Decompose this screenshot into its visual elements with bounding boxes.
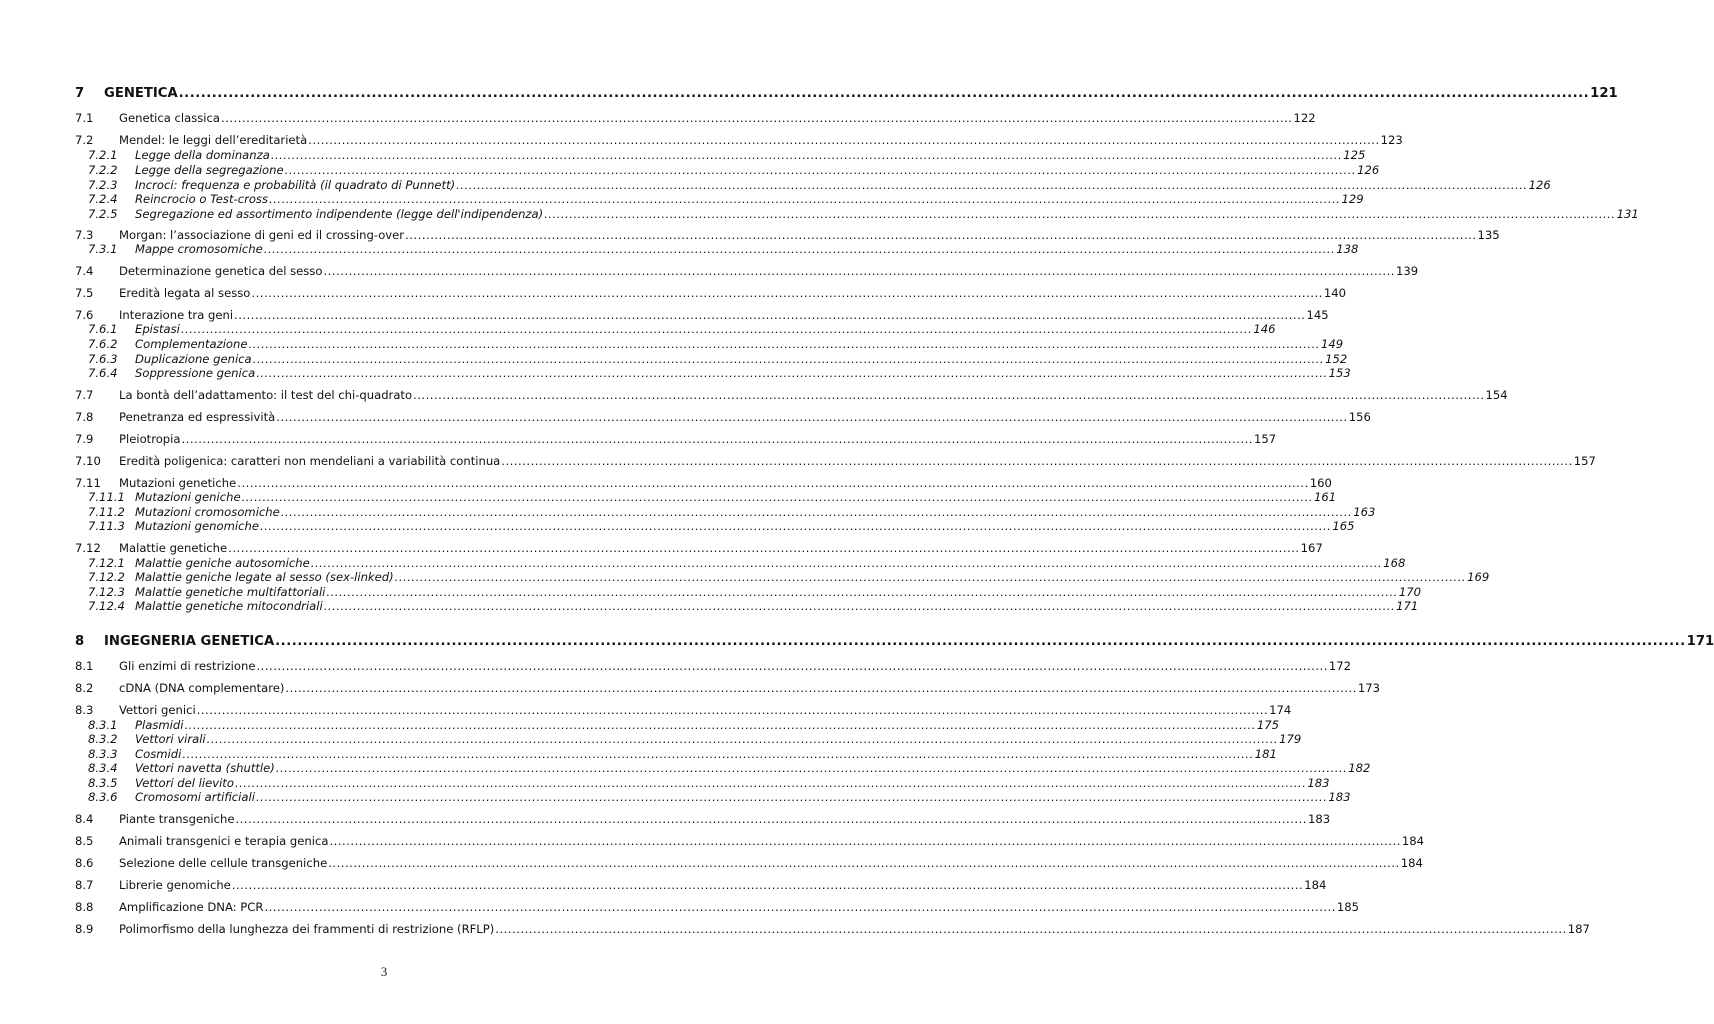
toc-entry-title: Mutazioni genetiche — [119, 476, 237, 490]
toc-entry-title: Mutazioni geniche — [135, 490, 241, 504]
toc-leader-dots — [311, 556, 1382, 570]
toc-entry-section — [75, 681, 1380, 695]
toc-entry-number: 7.11.3 — [88, 519, 125, 533]
toc-leader-dots — [456, 178, 1527, 192]
toc-leader-dots — [236, 812, 1307, 826]
toc-entry-title: Eredità poligenica: caratteri non mendeliani a variabilità continua — [119, 454, 501, 468]
toc-entry-title: Reincrocio o Test-cross — [135, 192, 269, 206]
toc-leader-dots — [281, 505, 1352, 519]
toc-leader-dots — [285, 163, 1356, 177]
toc-entry-page: 126 — [1357, 163, 1380, 177]
toc-entry-number: 8.8 — [75, 900, 94, 914]
toc-leader-dots — [275, 634, 1685, 650]
toc-entry-number: 8.1 — [75, 659, 94, 673]
toc-leader-dots — [228, 541, 1299, 555]
toc-entry-number: 7.4 — [75, 264, 94, 278]
toc-entry-number: 7.2 — [75, 133, 94, 147]
toc-entry-number: 8.4 — [75, 812, 94, 826]
toc-entry-section — [75, 432, 1277, 446]
toc-entry-page: 152 — [1325, 352, 1348, 366]
toc-entry-number: 7.2.5 — [88, 207, 118, 221]
toc-entry-number: 7.12.3 — [88, 585, 125, 599]
toc-entry-sub — [75, 776, 1330, 790]
toc-entry-sub — [75, 761, 1371, 775]
toc-entry-sub — [75, 366, 1351, 380]
toc-entry-title: Piante transgeniche — [119, 812, 235, 826]
toc-entry-page: 140 — [1323, 286, 1346, 300]
toc-entry-number: 7.11 — [75, 476, 101, 490]
toc-entry-page: 161 — [1314, 490, 1337, 504]
toc-entry-title: Malattie geniche legate al sesso (sex-linked) — [135, 570, 394, 584]
toc-entry-page: 149 — [1320, 337, 1344, 351]
toc-entry-title: Complementazione — [135, 337, 248, 351]
toc-entry-page: 160 — [1309, 476, 1332, 490]
toc-entry-title: Vettori genici — [119, 703, 196, 717]
toc-entry-title: GENETICA — [104, 86, 178, 101]
toc-entry-page: 173 — [1357, 681, 1380, 695]
toc-entry-page: 121 — [1590, 86, 1618, 101]
toc-entry-title: La bontà dell’adattamento: il test del chi-quadrato — [119, 388, 413, 402]
toc-entry-page: 175 — [1256, 718, 1280, 732]
toc-leader-dots — [285, 681, 1356, 695]
toc-leader-dots — [264, 242, 1335, 256]
toc-entry-number: 8.3.4 — [88, 761, 118, 775]
toc-entry-page: 174 — [1269, 703, 1292, 717]
toc-entry-number: 7.3 — [75, 228, 94, 242]
toc-entry-number: 8.3.3 — [88, 747, 118, 761]
toc-entry-page: 167 — [1300, 541, 1323, 555]
toc-leader-dots — [184, 718, 1255, 732]
toc-leader-dots — [544, 207, 1615, 221]
toc-entry-number: 7.7 — [75, 388, 94, 402]
toc-entry-sub — [75, 178, 1551, 192]
toc-entry-title: Malattie genetiche multifattoriali — [135, 585, 326, 599]
toc-leader-dots — [413, 388, 1484, 402]
toc-entry-title: Mutazioni cromosomiche — [135, 505, 280, 519]
toc-entry-title: Selezione delle cellule transgeniche — [119, 856, 328, 870]
toc-entry-title: Penetranza ed espressività — [119, 410, 276, 424]
toc-entry-section — [75, 264, 1419, 278]
toc-entry-section — [75, 834, 1425, 848]
toc-entry-title: Malattie geniche autosomiche — [135, 556, 310, 570]
toc-entry-page: 122 — [1293, 111, 1316, 125]
toc-entry-number: 7.11.2 — [88, 505, 125, 519]
toc-entry-number: 7.5 — [75, 286, 94, 300]
toc-entry-sub — [75, 556, 1406, 570]
toc-leader-dots — [324, 599, 1395, 613]
toc-leader-dots — [221, 111, 1292, 125]
toc-entry-chapter — [75, 634, 1714, 650]
toc-entry-sub — [75, 718, 1280, 732]
toc-entry-page: 184 — [1401, 834, 1425, 848]
toc-entry-title: Morgan: l’associazione di geni ed il crossing-over — [119, 228, 405, 242]
toc-entry-page: 153 — [1328, 366, 1351, 380]
toc-leader-dots — [182, 432, 1253, 446]
toc-entry-title: Vettori navetta (shuttle) — [135, 761, 275, 775]
toc-entry-page: 126 — [1528, 178, 1551, 192]
toc-entry-number: 7.6.1 — [88, 322, 118, 336]
toc-entry-sub — [75, 163, 1380, 177]
toc-entry-section — [75, 856, 1423, 870]
toc-entry-sub — [75, 242, 1359, 256]
toc-entry-number: 7.11.1 — [88, 490, 125, 504]
toc-leader-dots — [260, 519, 1331, 533]
toc-leader-dots — [269, 192, 1340, 206]
toc-entry-number: 8.3.1 — [88, 718, 118, 732]
toc-entry-sub — [75, 599, 1419, 613]
toc-entry-page: 125 — [1343, 148, 1366, 162]
toc-entry-title: Duplicazione genica — [135, 352, 252, 366]
toc-entry-number: 7.6.4 — [88, 366, 118, 380]
toc-entry-number: 8.2 — [75, 681, 94, 695]
toc-entry-number: 7.10 — [75, 454, 101, 468]
toc-entry-section — [75, 286, 1346, 300]
toc-entry-section — [75, 900, 1360, 914]
toc-entry-number: 7.6.3 — [88, 352, 118, 366]
toc-entry-page: 168 — [1383, 556, 1406, 570]
toc-leader-dots — [308, 133, 1379, 147]
toc-entry-title: Segregazione ed assortimento indipendente (legge dell'indipendenza) — [135, 207, 544, 221]
toc-entry-sub — [75, 322, 1276, 336]
toc-entry-sub — [75, 352, 1348, 366]
toc-leader-dots — [264, 900, 1335, 914]
toc-entry-section — [75, 228, 1500, 242]
toc-entry-number: 7.6.2 — [88, 337, 118, 351]
toc-entry-chapter — [75, 86, 1618, 102]
toc-leader-dots — [405, 228, 1476, 242]
toc-entry-sub — [75, 192, 1364, 206]
page-number: 3 — [380, 964, 388, 979]
toc-entry-number: 8 — [75, 634, 85, 649]
toc-entry-title: Eredità legata al sesso — [119, 286, 251, 300]
toc-entry-number: 7.6 — [75, 308, 94, 322]
toc-leader-dots — [249, 337, 1320, 351]
toc-entry-section — [75, 454, 1596, 468]
toc-entry-section — [75, 410, 1371, 424]
toc-entry-number: 7.9 — [75, 432, 94, 446]
toc-entry-page: 123 — [1380, 133, 1403, 147]
toc-leader-dots — [182, 747, 1253, 761]
toc-entry-title: Soppressione genica — [135, 366, 256, 380]
toc-entry-section — [75, 308, 1329, 322]
toc-entry-title: Cosmidi — [135, 747, 182, 761]
toc-entry-title: Epistasi — [135, 322, 180, 336]
toc-leader-dots — [495, 922, 1566, 936]
toc-entry-section — [75, 133, 1403, 147]
toc-entry-sub — [75, 148, 1366, 162]
toc-entry-title: Determinazione genetica del sesso — [119, 264, 323, 278]
toc-entry-title: Mappe cromosomiche — [135, 242, 263, 256]
toc-leader-dots — [251, 286, 1322, 300]
toc-entry-sub — [75, 490, 1337, 504]
toc-entry-number: 8.6 — [75, 856, 94, 870]
toc-entry-page: 154 — [1485, 388, 1508, 402]
toc-entry-page: 145 — [1306, 308, 1329, 322]
toc-entry-number: 7.2.4 — [88, 192, 118, 206]
toc-entry-number: 7.2.1 — [88, 148, 118, 162]
toc-entry-number: 8.9 — [75, 922, 94, 936]
toc-entry-title: Vettori virali — [135, 732, 206, 746]
toc-entry-page: 185 — [1336, 900, 1360, 914]
toc-entry-page: 165 — [1332, 519, 1355, 533]
toc-leader-dots — [329, 834, 1400, 848]
toc-leader-dots — [276, 761, 1347, 775]
toc-entry-title: Polimorfismo della lunghezza dei frammenti di restrizione (RFLP) — [119, 922, 495, 936]
toc-leader-dots — [328, 856, 1399, 870]
toc-leader-dots — [276, 410, 1347, 424]
toc-entry-title: Interazione tra geni — [119, 308, 234, 322]
toc-entry-title: Plasmidi — [135, 718, 184, 732]
toc-entry-section — [75, 476, 1332, 490]
toc-leader-dots — [197, 703, 1268, 717]
toc-entry-sub — [75, 747, 1277, 761]
toc-entry-number: 7.12 — [75, 541, 101, 555]
toc-entry-sub — [75, 570, 1490, 584]
toc-entry-title: Librerie genomiche — [119, 878, 231, 892]
toc-entry-page: 138 — [1336, 242, 1359, 256]
toc-entry-title: Malattie genetiche mitocondriali — [135, 599, 323, 613]
toc-entry-page: 171 — [1686, 634, 1714, 649]
toc-entry-page: 156 — [1348, 410, 1371, 424]
toc-entry-number: 7.12.4 — [88, 599, 125, 613]
toc-entry-sub — [75, 505, 1376, 519]
toc-entry-number: 7 — [75, 86, 85, 101]
toc-leader-dots — [237, 476, 1308, 490]
toc-entry-page: 170 — [1398, 585, 1421, 599]
toc-entry-title: Amplificazione DNA: PCR — [119, 900, 264, 914]
toc-entry-title: Legge della segregazione — [135, 163, 284, 177]
toc-entry-sub — [75, 732, 1302, 746]
toc-leader-dots — [324, 264, 1395, 278]
toc-entry-title: Mendel: le leggi dell’ereditarietà — [119, 133, 308, 147]
toc-entry-title: Cromosomi artificiali — [135, 790, 255, 804]
toc-entry-section — [75, 388, 1508, 402]
toc-entry-page: 183 — [1307, 776, 1330, 790]
toc-entry-title: Mutazioni genomiche — [135, 519, 259, 533]
toc-entry-section — [75, 541, 1323, 555]
toc-leader-dots — [234, 308, 1305, 322]
toc-entry-page: 179 — [1279, 732, 1302, 746]
toc-entry-section — [75, 111, 1316, 125]
toc-entry-title: cDNA (DNA complementare) — [119, 681, 285, 695]
toc-entry-number: 8.7 — [75, 878, 94, 892]
toc-leader-dots — [326, 585, 1397, 599]
toc-entry-page: 163 — [1353, 505, 1376, 519]
toc-entry-sub — [75, 207, 1639, 221]
toc-entry-page: 139 — [1395, 264, 1419, 278]
toc-entry-section — [75, 703, 1292, 717]
toc-entry-title: Pleiotropia — [119, 432, 181, 446]
toc-entry-section — [75, 878, 1327, 892]
toc-leader-dots — [501, 454, 1572, 468]
toc-entry-number: 7.2.2 — [88, 163, 118, 177]
toc-entry-title: INGEGNERIA GENETICA — [104, 634, 275, 649]
toc-entry-title: Animali transgenici e terapia genica — [119, 834, 329, 848]
toc-entry-page: 183 — [1307, 812, 1331, 826]
toc-entry-title: Legge della dominanza — [135, 148, 270, 162]
toc-leader-dots — [253, 352, 1324, 366]
toc-entry-sub — [75, 337, 1344, 351]
toc-entry-title: Malattie genetiche — [119, 541, 228, 555]
toc-entry-page: 169 — [1467, 570, 1490, 584]
toc-entry-sub — [75, 790, 1351, 804]
toc-entry-page: 183 — [1328, 790, 1351, 804]
toc-entry-section — [75, 922, 1590, 936]
toc-entry-number: 7.2.3 — [88, 178, 118, 192]
toc-entry-page: 184 — [1400, 856, 1423, 870]
toc-entry-page: 184 — [1304, 878, 1327, 892]
toc-entry-title: Genetica classica — [119, 111, 221, 125]
toc-entry-sub — [75, 519, 1355, 533]
toc-entry-title: Vettori del lievito — [135, 776, 234, 790]
toc-entry-number: 7.8 — [75, 410, 94, 424]
toc-entry-number: 8.3 — [75, 703, 94, 717]
toc-entry-number: 8.3.6 — [88, 790, 118, 804]
toc-entry-number: 8.3.5 — [88, 776, 118, 790]
toc-leader-dots — [207, 732, 1278, 746]
toc-entry-page: 129 — [1341, 192, 1364, 206]
toc-entry-number: 7.1 — [75, 111, 94, 125]
toc-entry-page: 181 — [1254, 747, 1277, 761]
toc-entry-title: Incroci: frequenza e probabilità (il quadrato di Punnett) — [135, 178, 456, 192]
toc-entry-section — [75, 659, 1352, 673]
toc-leader-dots — [242, 490, 1313, 504]
toc-entry-page: 135 — [1477, 228, 1500, 242]
toc-entry-page: 172 — [1328, 659, 1352, 673]
toc-leader-dots — [179, 86, 1589, 102]
toc-entry-page: 187 — [1567, 922, 1590, 936]
toc-entry-number: 7.12.2 — [88, 570, 125, 584]
toc-entry-sub — [75, 585, 1421, 599]
toc-leader-dots — [256, 659, 1327, 673]
toc-entry-page: 182 — [1348, 761, 1371, 775]
toc-entry-number: 8.5 — [75, 834, 94, 848]
toc-leader-dots — [181, 322, 1252, 336]
toc-leader-dots — [271, 148, 1342, 162]
toc-leader-dots — [232, 878, 1303, 892]
toc-entry-number: 7.12.1 — [88, 556, 125, 570]
toc-entry-page: 131 — [1616, 207, 1639, 221]
toc-leader-dots — [395, 570, 1466, 584]
toc-entry-page: 157 — [1253, 432, 1277, 446]
toc-entry-page: 157 — [1573, 454, 1596, 468]
toc-entry-page: 171 — [1396, 599, 1419, 613]
toc-entry-page: 146 — [1253, 322, 1276, 336]
toc-leader-dots — [256, 366, 1327, 380]
toc-leader-dots — [256, 790, 1327, 804]
toc-entry-number: 8.3.2 — [88, 732, 118, 746]
toc-leader-dots — [235, 776, 1306, 790]
toc-entry-title: Gli enzimi di restrizione — [119, 659, 256, 673]
toc-entry-section — [75, 812, 1331, 826]
toc-entry-number: 7.3.1 — [88, 242, 118, 256]
